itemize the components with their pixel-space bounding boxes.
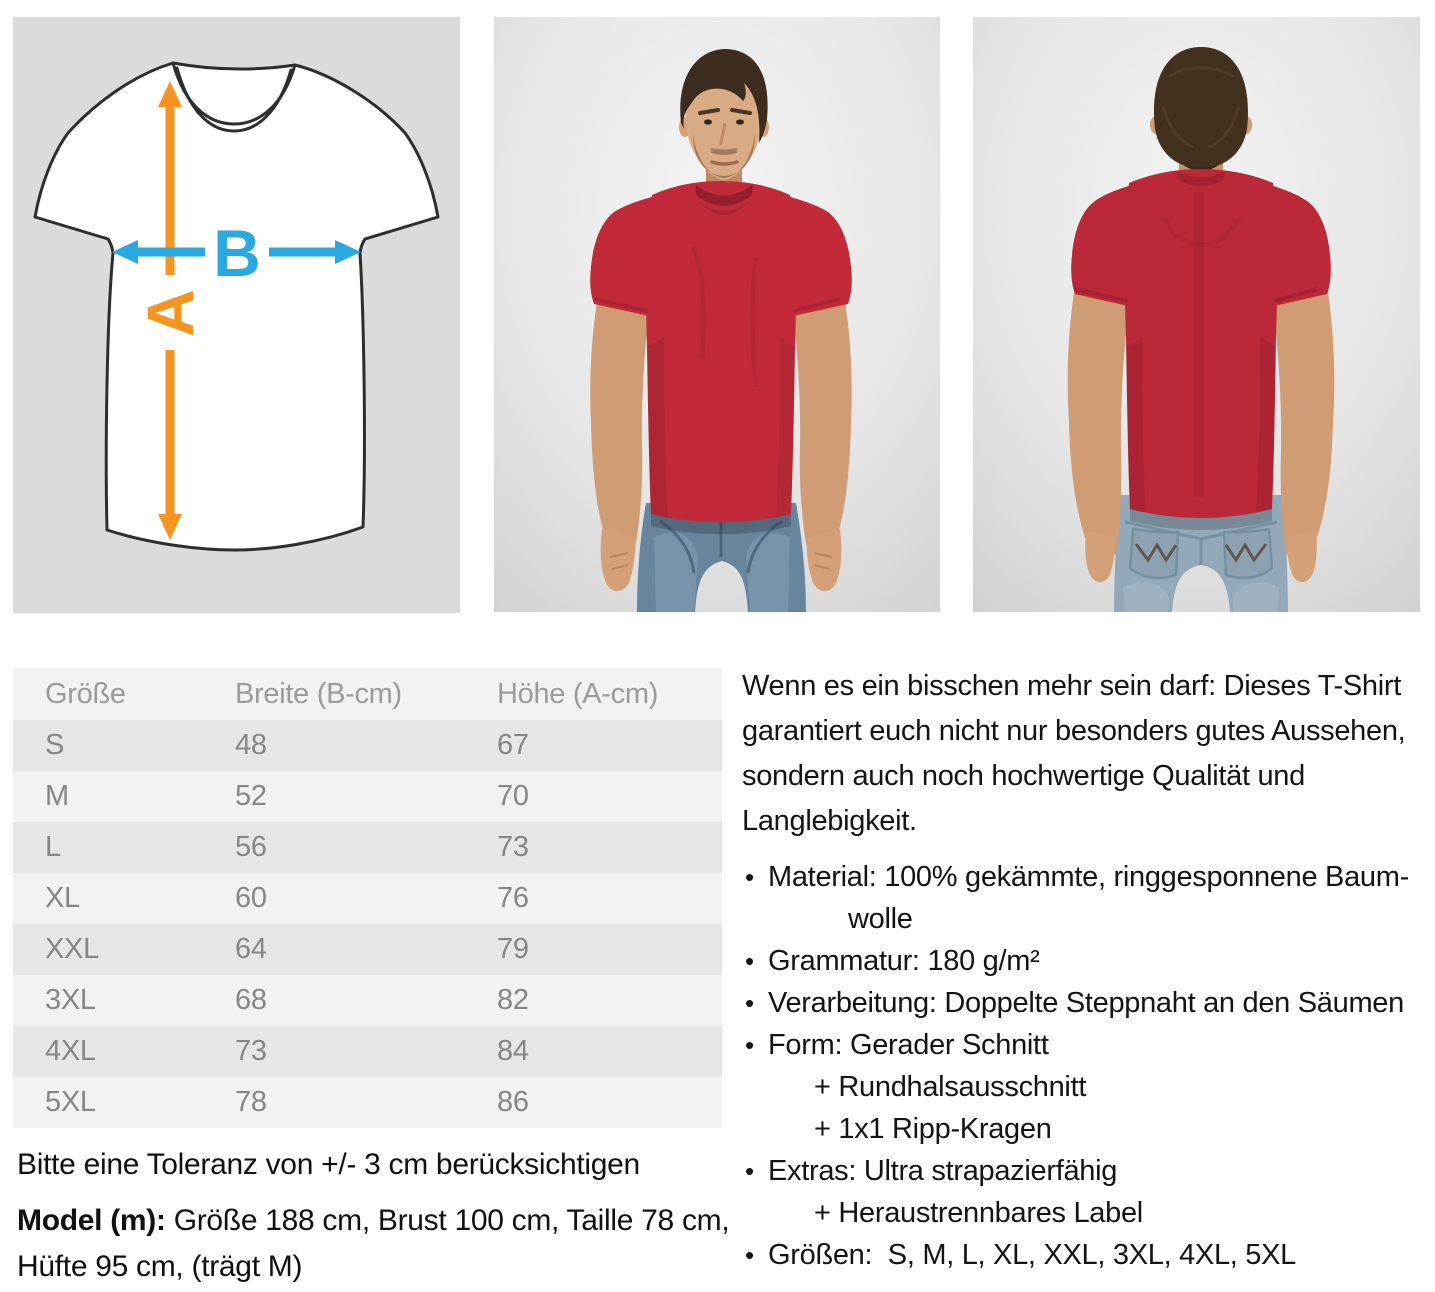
feature-continuation: wolle	[848, 903, 913, 935]
table-cell: 56	[203, 822, 465, 873]
table-cell: 52	[203, 771, 465, 822]
feature-item	[742, 1234, 1435, 1276]
hair-back	[1154, 47, 1248, 169]
feature-subline: + Heraustrennbares Label	[814, 1197, 1143, 1229]
table-cell: 48	[203, 720, 465, 771]
table-row	[13, 1077, 722, 1128]
product-description	[742, 664, 1435, 1276]
col-header-groesse: Größe	[13, 668, 203, 720]
table-row	[13, 975, 722, 1026]
table-row	[13, 771, 722, 822]
intro-line: Langlebigkeit.	[742, 805, 917, 837]
model-measurements-note	[17, 1198, 787, 1290]
feature-text: Extras: Ultra strapazierfähig	[768, 1155, 1118, 1187]
table-cell: 73	[203, 1026, 465, 1077]
table-header-row	[13, 668, 722, 720]
table-row	[13, 1026, 722, 1077]
model-front-illustration	[494, 17, 940, 612]
feature-item	[742, 982, 1435, 1024]
model-note-label: Model (m):	[17, 1204, 166, 1237]
feature-item	[742, 856, 1435, 940]
model-note-text: Größe 188 cm, Brust 100 cm, Taille 78 cm, Hüfte 95 cm, (trägt M)	[17, 1204, 730, 1283]
intro-line: Wenn es ein bisschen mehr sein darf: Dieses T-Shirt	[742, 670, 1401, 702]
feature-item	[742, 940, 1435, 982]
feature-text: Größen: S, M, L, XL, XXL, 3XL, 4XL, 5XL	[768, 1239, 1296, 1271]
feature-item	[742, 1024, 1435, 1150]
table-cell: S	[13, 720, 203, 771]
tshirt-outline	[35, 63, 438, 550]
col-header-breite: Breite (B-cm)	[203, 668, 465, 720]
col-header-hoehe: Höhe (A-cm)	[465, 668, 722, 720]
table-row	[13, 873, 722, 924]
size-table	[13, 668, 722, 1128]
model-photo-front	[494, 17, 940, 612]
feature-item	[742, 1150, 1435, 1234]
bullet-dot: •	[745, 1240, 754, 1270]
label-b: B	[213, 216, 261, 290]
size-table-body	[13, 720, 722, 1128]
table-cell: 68	[203, 975, 465, 1026]
table-cell: XXL	[13, 924, 203, 975]
table-cell: 82	[465, 975, 722, 1026]
size-diagram-panel	[13, 17, 460, 613]
feature-text: Material: 100% gekämmte, ringgesponnene Baum-	[768, 861, 1409, 893]
table-cell: 4XL	[13, 1026, 203, 1077]
description-intro	[742, 664, 1435, 844]
table-cell: M	[13, 771, 203, 822]
feature-subline: + 1x1 Ripp-Kragen	[814, 1113, 1052, 1145]
table-row	[13, 720, 722, 771]
tshirt-measure-diagram	[13, 17, 460, 613]
bullet-dot: •	[745, 988, 754, 1018]
feature-text: Verarbeitung: Doppelte Steppnaht an den Säumen	[768, 987, 1404, 1019]
table-cell: 86	[465, 1077, 722, 1128]
model-photo-back	[973, 17, 1420, 612]
table-cell: 76	[465, 873, 722, 924]
intro-line: sondern auch noch hochwertige Qualität und	[742, 760, 1305, 792]
label-a: A	[133, 289, 207, 337]
table-cell: 78	[203, 1077, 465, 1128]
table-cell: 84	[465, 1026, 722, 1077]
feature-text: Form: Gerader Schnitt	[768, 1029, 1049, 1061]
intro-line: garantiert euch nicht nur besonders gutes Aussehen,	[742, 715, 1406, 747]
model-back-illustration	[973, 17, 1420, 612]
table-cell: XL	[13, 873, 203, 924]
bullet-dot: •	[745, 1030, 754, 1060]
table-cell: 60	[203, 873, 465, 924]
table-cell: 67	[465, 720, 722, 771]
bullet-dot: •	[745, 946, 754, 976]
table-row	[13, 924, 722, 975]
table-cell: 64	[203, 924, 465, 975]
feature-text: Grammatur: 180 g/m²	[768, 945, 1040, 977]
tolerance-note: Bitte eine Toleranz von +/- 3 cm berücksichtigen	[17, 1148, 640, 1181]
table-cell: 79	[465, 924, 722, 975]
table-cell: 70	[465, 771, 722, 822]
feature-list	[742, 856, 1435, 1276]
feature-subline: + Rundhalsausschnitt	[814, 1071, 1087, 1103]
table-row	[13, 822, 722, 873]
table-cell: 73	[465, 822, 722, 873]
bullet-dot: •	[745, 1156, 754, 1186]
table-cell: 5XL	[13, 1077, 203, 1128]
bullet-dot: •	[745, 862, 754, 892]
table-cell: 3XL	[13, 975, 203, 1026]
table-cell: L	[13, 822, 203, 873]
